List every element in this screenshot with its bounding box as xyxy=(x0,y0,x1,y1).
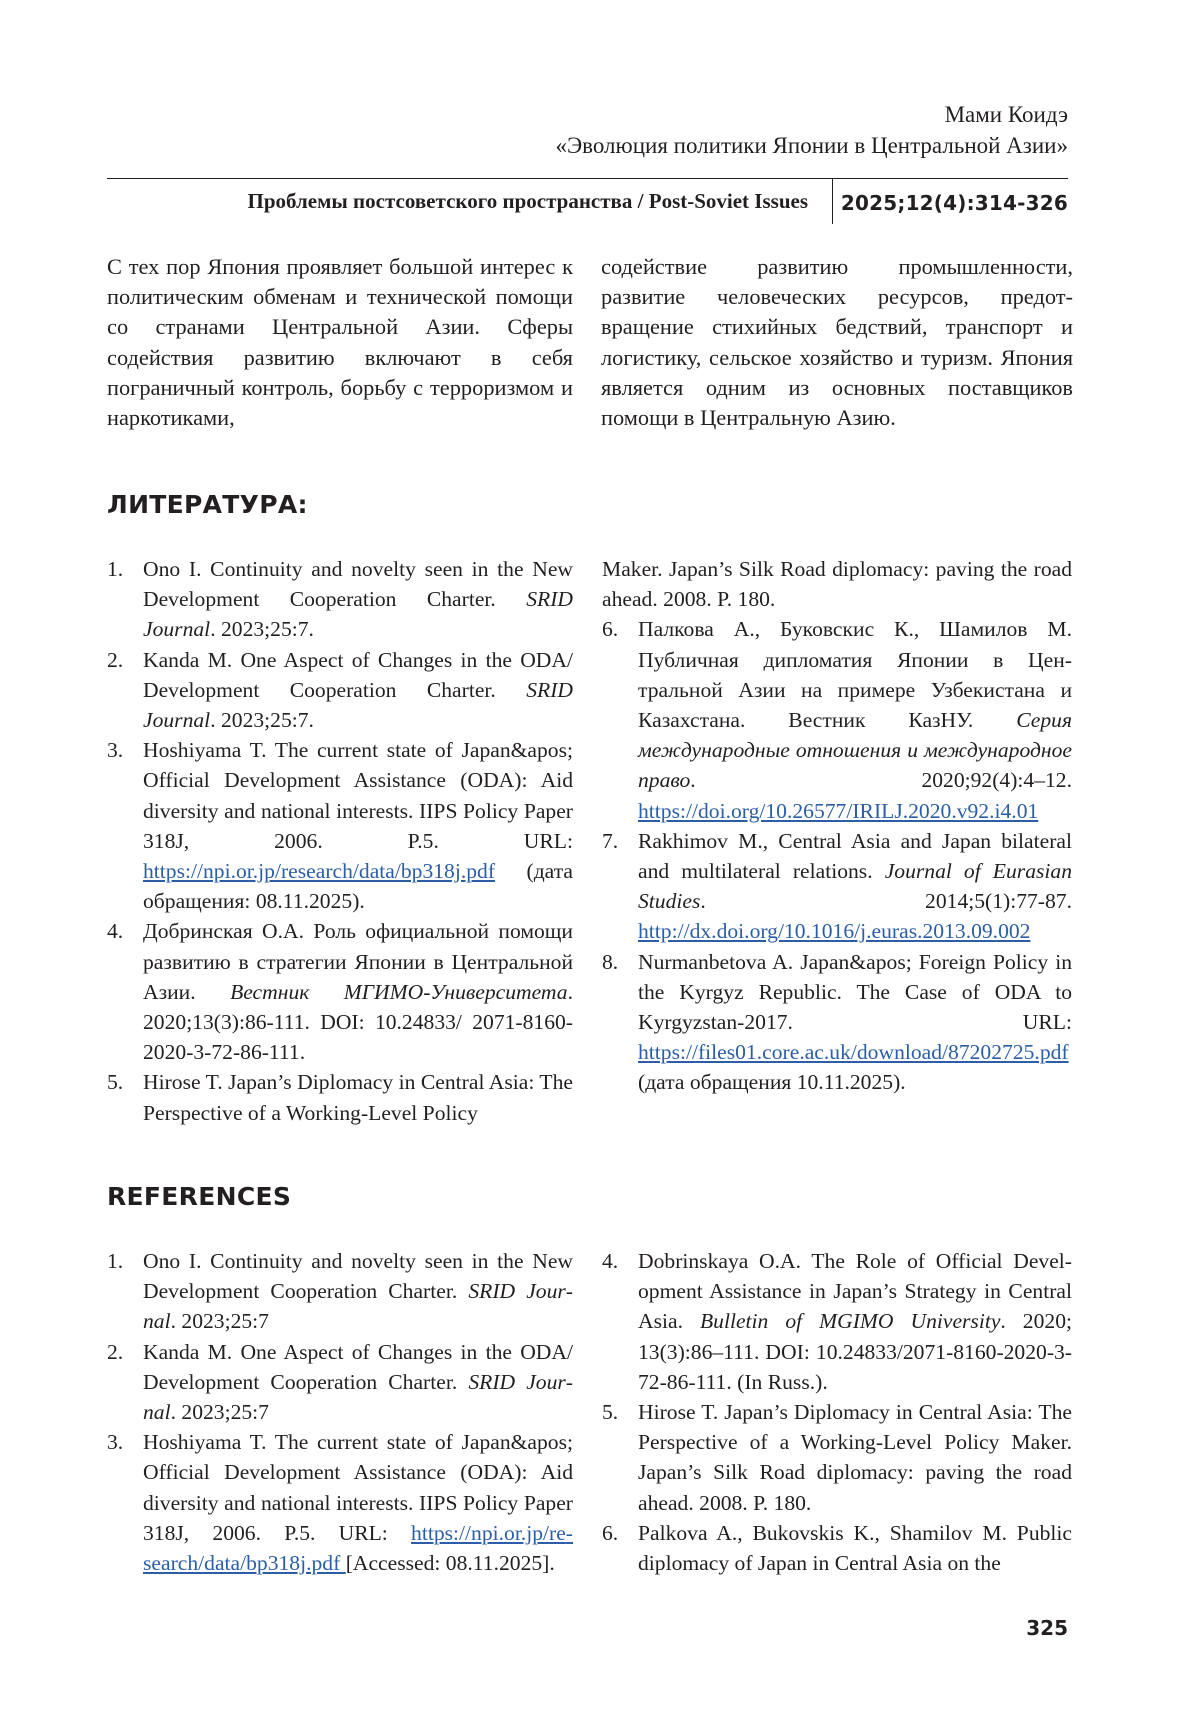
reference-text: Hirose T. Japan’s Diplomacy in Central Asia: The Perspective of a Working-Level Policy Maker. Japan’s Silk Road diplomacy: paving the road ahead. 2008. P. 180. xyxy=(638,1400,1072,1515)
body-column-right xyxy=(601,252,1073,433)
reference-item xyxy=(107,916,573,1067)
reference-text: Dobrinskaya O.A. The Role of Official Development Assistance in Japan’s Strategy in Central Asia. xyxy=(638,1249,1072,1334)
reference-journal: Вестник МГИМО-Университета xyxy=(230,979,568,1004)
reference-text: Ono I. Continuity and novelty seen in the New Development Cooperation Charter. xyxy=(143,557,573,612)
reference-item xyxy=(602,1246,1072,1397)
reference-continuation: Maker. Japan’s Silk Road diplomacy: paving the road ahead. 2008. P. 180. xyxy=(602,557,1072,612)
header-separator xyxy=(832,178,833,224)
reference-text: Kanda M. One Aspect of Changes in the ODA/ Development Cooperation Charter. xyxy=(143,647,573,702)
reference-text: Hoshiyama T. The current state of Japan&apos; Official Development Assistance (ODA): Aid diversity and national interests. IIPS Policy Paper 318J, 2006. P.5. URL: xyxy=(143,738,573,853)
reference-journal: SRID Journal xyxy=(143,587,573,642)
reference-item xyxy=(107,1067,573,1127)
reference-item xyxy=(107,1246,573,1337)
reference-text: Palkova A., Bukovskis K., Shamilov M. Public diplomacy of Japan in Central Asia on the xyxy=(638,1520,1072,1576)
reference-journal: SRID Journal xyxy=(143,1369,573,1425)
reference-item xyxy=(107,645,573,736)
reference-number: 8. xyxy=(602,949,619,974)
reference-number: 5. xyxy=(602,1400,619,1425)
reference-details: . 2023;25:7. xyxy=(210,708,314,733)
reference-details: . 2020;92(4):4–12. xyxy=(690,768,1072,793)
body-paragraph: содействие развитию промышленности, развитие человеческих ресурсов, предотвращение стихийных бедствий, транспорт и логистику, сельское хозяйство и туризм. Япония является одним из основных поставщиков помощи в Центральную Азию. xyxy=(601,254,1073,431)
reference-journal: Bulletin of MGIMO University xyxy=(699,1309,1001,1334)
reference-item xyxy=(602,614,1072,825)
reference-link[interactable]: https://files01.core.ac.uk/download/87202725.pdf xyxy=(638,1040,1069,1065)
reference-number: 2. xyxy=(107,647,124,672)
literature-column-right xyxy=(602,554,1072,1098)
reference-item xyxy=(602,826,1072,947)
reference-journal: Journal of Eurasian Studies xyxy=(638,859,1072,914)
reference-item xyxy=(602,947,1072,1098)
reference-text: Ono I. Continuity and novelty seen in the New Development Cooperation Charter. xyxy=(143,1249,573,1304)
reference-text: Rakhimov M., Central Asia and Japan bilateral and multilateral relations. xyxy=(638,828,1072,884)
references-column-left xyxy=(107,1246,573,1578)
reference-item xyxy=(602,1397,1072,1518)
reference-text: Hirose T. Japan’s Diplomacy in Central Asia: The Perspective of a Working-Level Policy xyxy=(143,1070,573,1125)
reference-number: 7. xyxy=(602,828,619,853)
journal-name: Проблемы постсоветского пространства / Post-Soviet Issues xyxy=(247,189,808,213)
reference-details: . 2023;25:7 xyxy=(170,1400,269,1425)
reference-number: 1. xyxy=(107,1249,124,1273)
reference-text: Добринская О.А. Роль официальной помощи развитию в стратегии Японии в Центральной Азии. xyxy=(143,919,573,1004)
reference-journal: SRID Journal xyxy=(143,1279,573,1334)
reference-text: Палкова А., Буковскис К., Шамилов М. Публичная дипломатия Японии в Центральной Азии на примере Узбекистана и Казахстана. Вестник КазНУ. xyxy=(638,617,1072,733)
literature-column-left xyxy=(107,554,573,1128)
body-column-left xyxy=(107,252,573,433)
reference-number: 4. xyxy=(107,919,124,944)
reference-number: 4. xyxy=(602,1249,619,1273)
reference-number: 2. xyxy=(107,1339,124,1364)
header-rule xyxy=(107,178,1068,179)
references-heading: REFERENCES xyxy=(107,1182,292,1211)
reference-item xyxy=(107,735,573,916)
reference-details: . 2020;13(3):86-111. DOI: 10.24833/ 2071-8160-2020-3-72-86-111. xyxy=(143,979,573,1065)
reference-number: 3. xyxy=(107,1430,124,1455)
reference-text: Kanda M. One Aspect of Changes in the ODA/ Development Cooperation Charter. xyxy=(143,1339,573,1394)
reference-item xyxy=(107,1427,573,1578)
literature-heading: ЛИТЕРАТУРА: xyxy=(107,490,308,519)
body-paragraph: С тех пор Япония проявляет большой интерес к политическим обменам и технической помощи со странами Центральной Азии. Сферы содействия развитию включают в себя пограничный контроль, борьбу с терроризмом и наркотиками, xyxy=(107,254,573,431)
reference-number: 5. xyxy=(107,1070,124,1095)
reference-details: . 2020; 13(3):86–111. DOI: 10.24833/2071-8160-2020-3-72-86-111. (In Russ.). xyxy=(638,1309,1072,1394)
reference-item xyxy=(107,1337,573,1428)
journal-issue: 2025;12(4):314-326 xyxy=(840,191,1068,215)
references-column-right xyxy=(602,1246,1072,1578)
reference-number: 6. xyxy=(602,1520,619,1545)
reference-details: . 2014;5(1):77-87. xyxy=(700,889,1072,914)
page-number: 325 xyxy=(1026,1616,1068,1640)
reference-details: . 2023;25:7 xyxy=(170,1309,269,1334)
running-article-title: «Эволюция политики Японии в Центральной Азии» xyxy=(555,133,1068,158)
reference-details: . 2023;25:7. xyxy=(210,617,314,642)
reference-details: (дата обращения 10.11.2025). xyxy=(638,1070,906,1095)
reference-text: Hoshiyama T. The current state of Japan&apos; Official Development Assistance (ODA): Aid diversity and national interests. IIPS Policy Paper 318J, 2006. P.5. URL: xyxy=(143,1430,573,1545)
reference-link[interactable]: https://npi.or.jp/research/data/bp318j.pdf xyxy=(143,1520,573,1576)
reference-number: 6. xyxy=(602,617,619,642)
reference-link[interactable]: http://dx.doi.org/10.1016/j.euras.2013.09.002 xyxy=(638,919,1031,944)
reference-link[interactable]: https://npi.or.jp/research/data/bp318j.pdf xyxy=(143,859,496,884)
reference-details: [Accessed: 08.11.2025]. xyxy=(345,1551,555,1576)
reference-link[interactable]: https://doi.org/10.26577/IRILJ.2020.v92.i4.01 xyxy=(638,798,1039,823)
reference-number: 3. xyxy=(107,738,124,763)
reference-journal: Серия международные отношения и международное право xyxy=(638,708,1072,793)
reference-details: (дата обращения: 08.11.2025). xyxy=(143,859,573,914)
reference-journal: SRID Journal xyxy=(143,677,573,733)
reference-item xyxy=(107,554,573,645)
author-name: Мами Коидэ xyxy=(944,102,1068,127)
reference-item xyxy=(602,1518,1072,1578)
reference-number: 1. xyxy=(107,557,124,581)
reference-text: Nurmanbetova A. Japan&apos; Foreign Policy in the Kyrgyz Republic. The Case of ODA to Kyrgyzstan-2017. URL: xyxy=(638,949,1072,1035)
